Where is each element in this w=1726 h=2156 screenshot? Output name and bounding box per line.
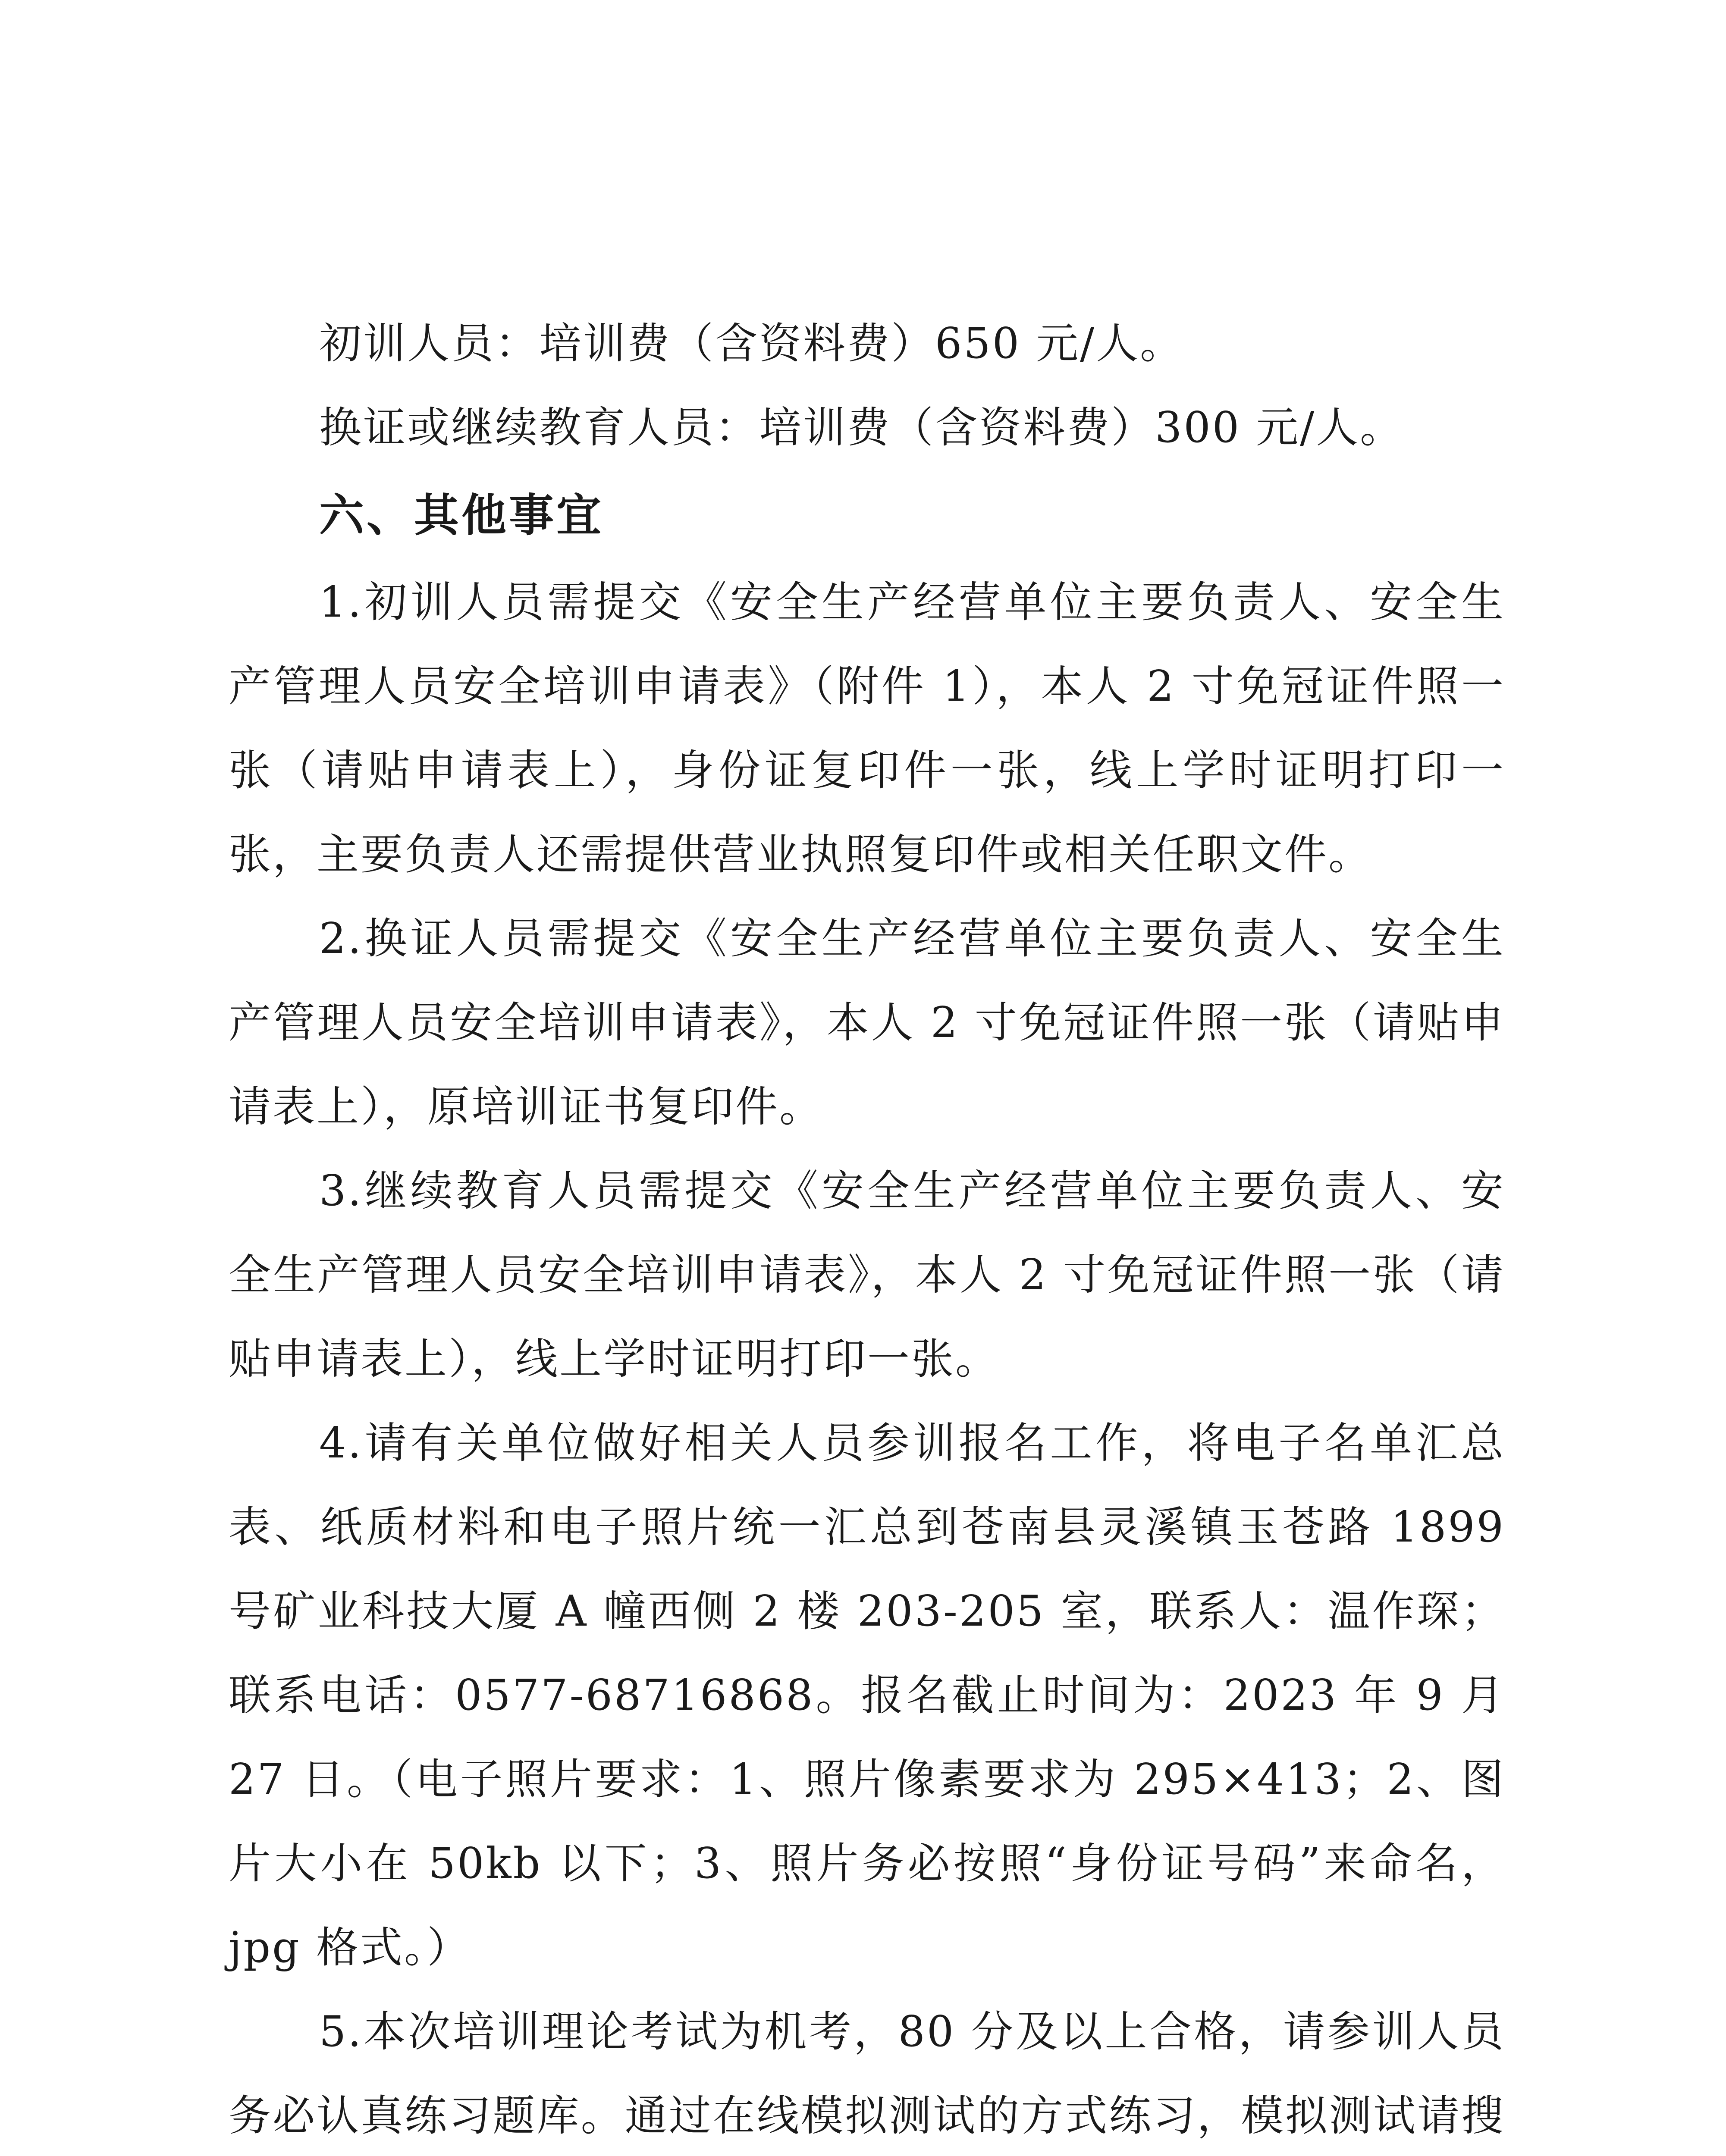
fee-renewal-training: 换证或继续教育人员：培训费（含资料费）300 元/人。 [319, 403, 1404, 452]
list-item: 5.本次培训理论考试为机考，80 分及以上合格，请参训人员务必认真练习题库。通过在线模拟测试的方式练习，模拟测试请搜 [229, 2007, 1505, 2140]
list-item: 2.换证人员需提交《安全生产经营单位主要负责人、安全生产管理人员安全培训申请表》，本人 2 寸免冠证件照一张（请贴申请表上），原培训证书复印件。 [229, 914, 1505, 1131]
document-body [229, 302, 1505, 2156]
section-heading: 六、其他事宜 [319, 489, 604, 542]
list-item: 3.继续教育人员需提交《安全生产经营单位主要负责人、安全生产管理人员安全培训申请表》，本人 2 寸免冠证件照一张（请贴申请表上），线上学时证明打印一张。 [229, 1166, 1505, 1384]
list-item: 4.请有关单位做好相关人员参训报名工作，将电子名单汇总表、纸质材料和电子照片统一汇总到苍南县灵溪镇玉苍路 1899 号矿业科技大厦 A 幢西侧 2 楼 203-205 室，联系人：温作琛；联系电话：0577-68716868。报名截止时间为：2023 年 9 月 27 日。（电子照片要求：1、照片像素要求为 295×413；2、图片大小在 50kb 以下；3、照片务必按照“身份证号码”来命名，jpg 格式。） [229, 1419, 1505, 1972]
fee-initial-training: 初训人员：培训费（含资料费）650 元/人。 [319, 319, 1184, 368]
list-item: 1.初训人员需提交《安全生产经营单位主要负责人、安全生产管理人员安全培训申请表》（附件 1），本人 2 寸免冠证件照一张（请贴申请表上），身份证复印件一张，线上学时证明打印一张，主要负责人还需提供营业执照复印件或相关任职文件。 [229, 578, 1505, 879]
